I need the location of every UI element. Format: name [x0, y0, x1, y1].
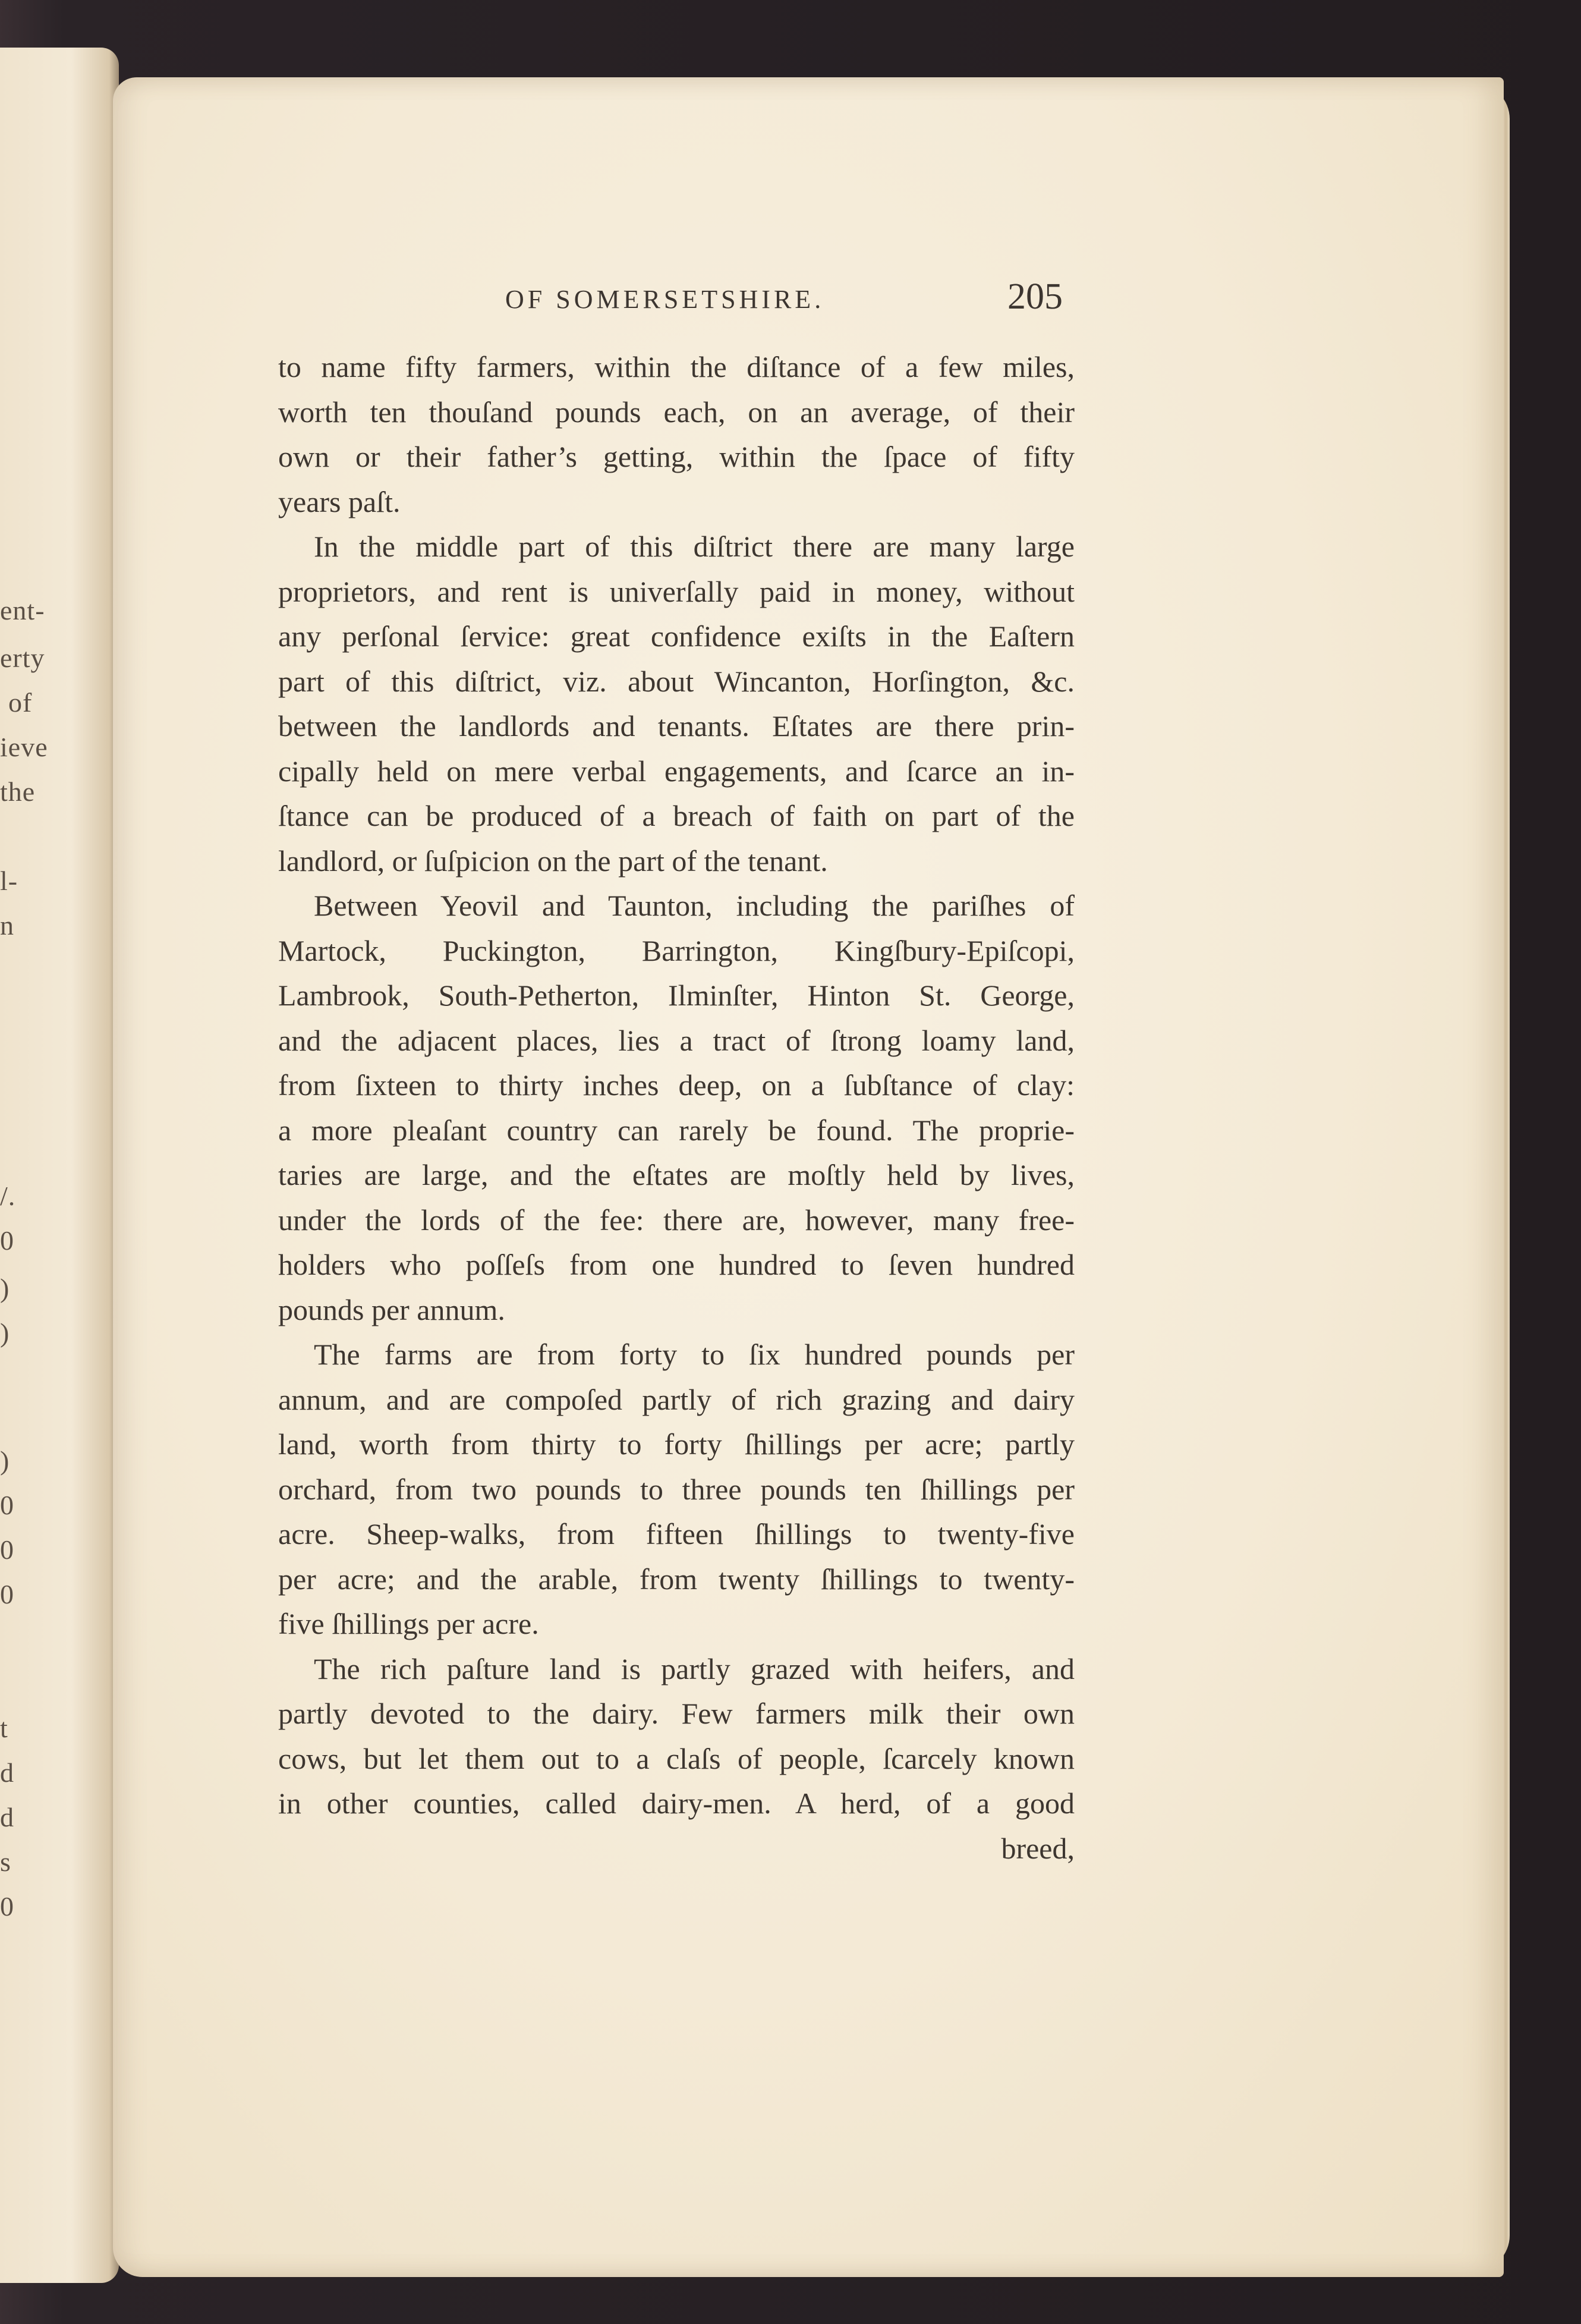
text-line: worth ten thouſand pounds each, on an average, of their — [278, 395, 1075, 429]
left-fragment: 0 — [0, 1579, 14, 1609]
text-line: In the middle part of this diſtrict there are many large — [314, 530, 1075, 563]
left-fragment: ) — [0, 1317, 10, 1348]
left-fragment: 0 — [0, 1490, 14, 1520]
text-line: taries are large, and the eſtates are moſtly held by lives, — [278, 1158, 1075, 1191]
left-fragment: d — [0, 1802, 14, 1832]
left-fragment: ieve — [0, 732, 48, 762]
left-fragment: erty — [0, 643, 45, 673]
left-fragment: l- — [0, 866, 18, 896]
text-line: acre. Sheep-walks, from fifteen ſhillings to twenty-five — [278, 1517, 1075, 1551]
left-fragment: of — [8, 687, 33, 718]
text-line: Lambrook, South-Petherton, Ilminſter, Hinton St. George, — [278, 979, 1075, 1012]
text-line: cipally held on mere verbal engagements, and ſcarce an in- — [278, 754, 1075, 788]
left-fragment: ) — [0, 1273, 10, 1303]
text-line: per acre; and the arable, from twenty ſhillings to twenty- — [278, 1562, 1075, 1596]
text-line: in other counties, called dairy-men. A herd, of a good — [278, 1787, 1075, 1820]
left-fragment: 0 — [0, 1891, 14, 1922]
text-line: The farms are from forty to ſix hundred pounds per — [314, 1338, 1075, 1371]
previous-page-edge — [0, 48, 119, 2283]
catchword: breed, — [1001, 1831, 1075, 1865]
left-fragment: s — [0, 1847, 11, 1877]
text-line: pounds per annum. — [278, 1292, 505, 1326]
text-line: land, worth from thirty to forty ſhillings per acre; partly — [278, 1427, 1075, 1461]
text-line: part of this diſtrict, viz. about Wincanton, Horſington, &c. — [278, 664, 1075, 698]
left-fragment: ent- — [0, 595, 45, 625]
text-line: holders who poſſeſs from one hundred to ſeven hundred — [278, 1248, 1075, 1281]
left-fragment: the — [0, 776, 36, 807]
page-header — [0, 276, 1581, 327]
text-line: and the adjacent places, lies a tract of ſtrong loamy land, — [278, 1023, 1075, 1057]
left-fragment: 0 — [0, 1225, 14, 1256]
text-line: ſtance can be produced of a breach of faith on part of the — [278, 799, 1075, 832]
left-fragment: /. — [0, 1181, 16, 1211]
page-number: 205 — [1007, 276, 1063, 317]
text-line: to name fifty farmers, within the diſtance of a few miles, — [278, 350, 1075, 383]
text-line: any perſonal ſervice: great confidence exiſts in the Eaſtern — [278, 619, 1075, 653]
text-line: from ſixteen to thirty inches deep, on a ſubſtance of clay: — [278, 1068, 1075, 1102]
text-line: years paſt. — [278, 485, 401, 518]
text-line: partly devoted to the dairy. Few farmers milk their own — [278, 1697, 1075, 1730]
text-line: a more pleaſant country can rarely be found. The proprie- — [278, 1113, 1075, 1147]
text-line: Martock, Puckington, Barrington, Kingſbury-Epiſcopi, — [278, 933, 1075, 967]
text-line: cows, but let them out to a claſs of people, ſcarcely known — [278, 1741, 1075, 1775]
page-body-text — [278, 345, 1075, 1871]
text-line: The rich paſture land is partly grazed with heifers, and — [314, 1652, 1075, 1685]
left-fragment: ) — [0, 1445, 10, 1476]
text-line: between the landlords and tenants. Eſtates are there prin- — [278, 709, 1075, 743]
left-fragment: n — [0, 910, 14, 941]
text-line: Between Yeovil and Taunton, including the pariſhes of — [314, 889, 1075, 922]
text-line: under the lords of the fee: there are, however, many free- — [278, 1203, 1075, 1237]
text-line: five ſhillings per acre. — [278, 1607, 539, 1640]
text-line: proprietors, and rent is univerſally paid in money, without — [278, 574, 1075, 608]
left-fragment: t — [0, 1713, 8, 1743]
text-line: landlord, or ſuſpicion on the part of the tenant. — [278, 844, 828, 878]
text-line: annum, and are compoſed partly of rich grazing and dairy — [278, 1382, 1075, 1416]
text-line: own or their father’s getting, within the ſpace of fifty — [278, 440, 1075, 473]
text-line: orchard, from two pounds to three pounds ten ſhillings per — [278, 1472, 1075, 1506]
left-fragment: 0 — [0, 1534, 14, 1565]
running-head: OF SOMERSETSHIRE. — [505, 285, 825, 314]
left-fragment: d — [0, 1757, 14, 1788]
